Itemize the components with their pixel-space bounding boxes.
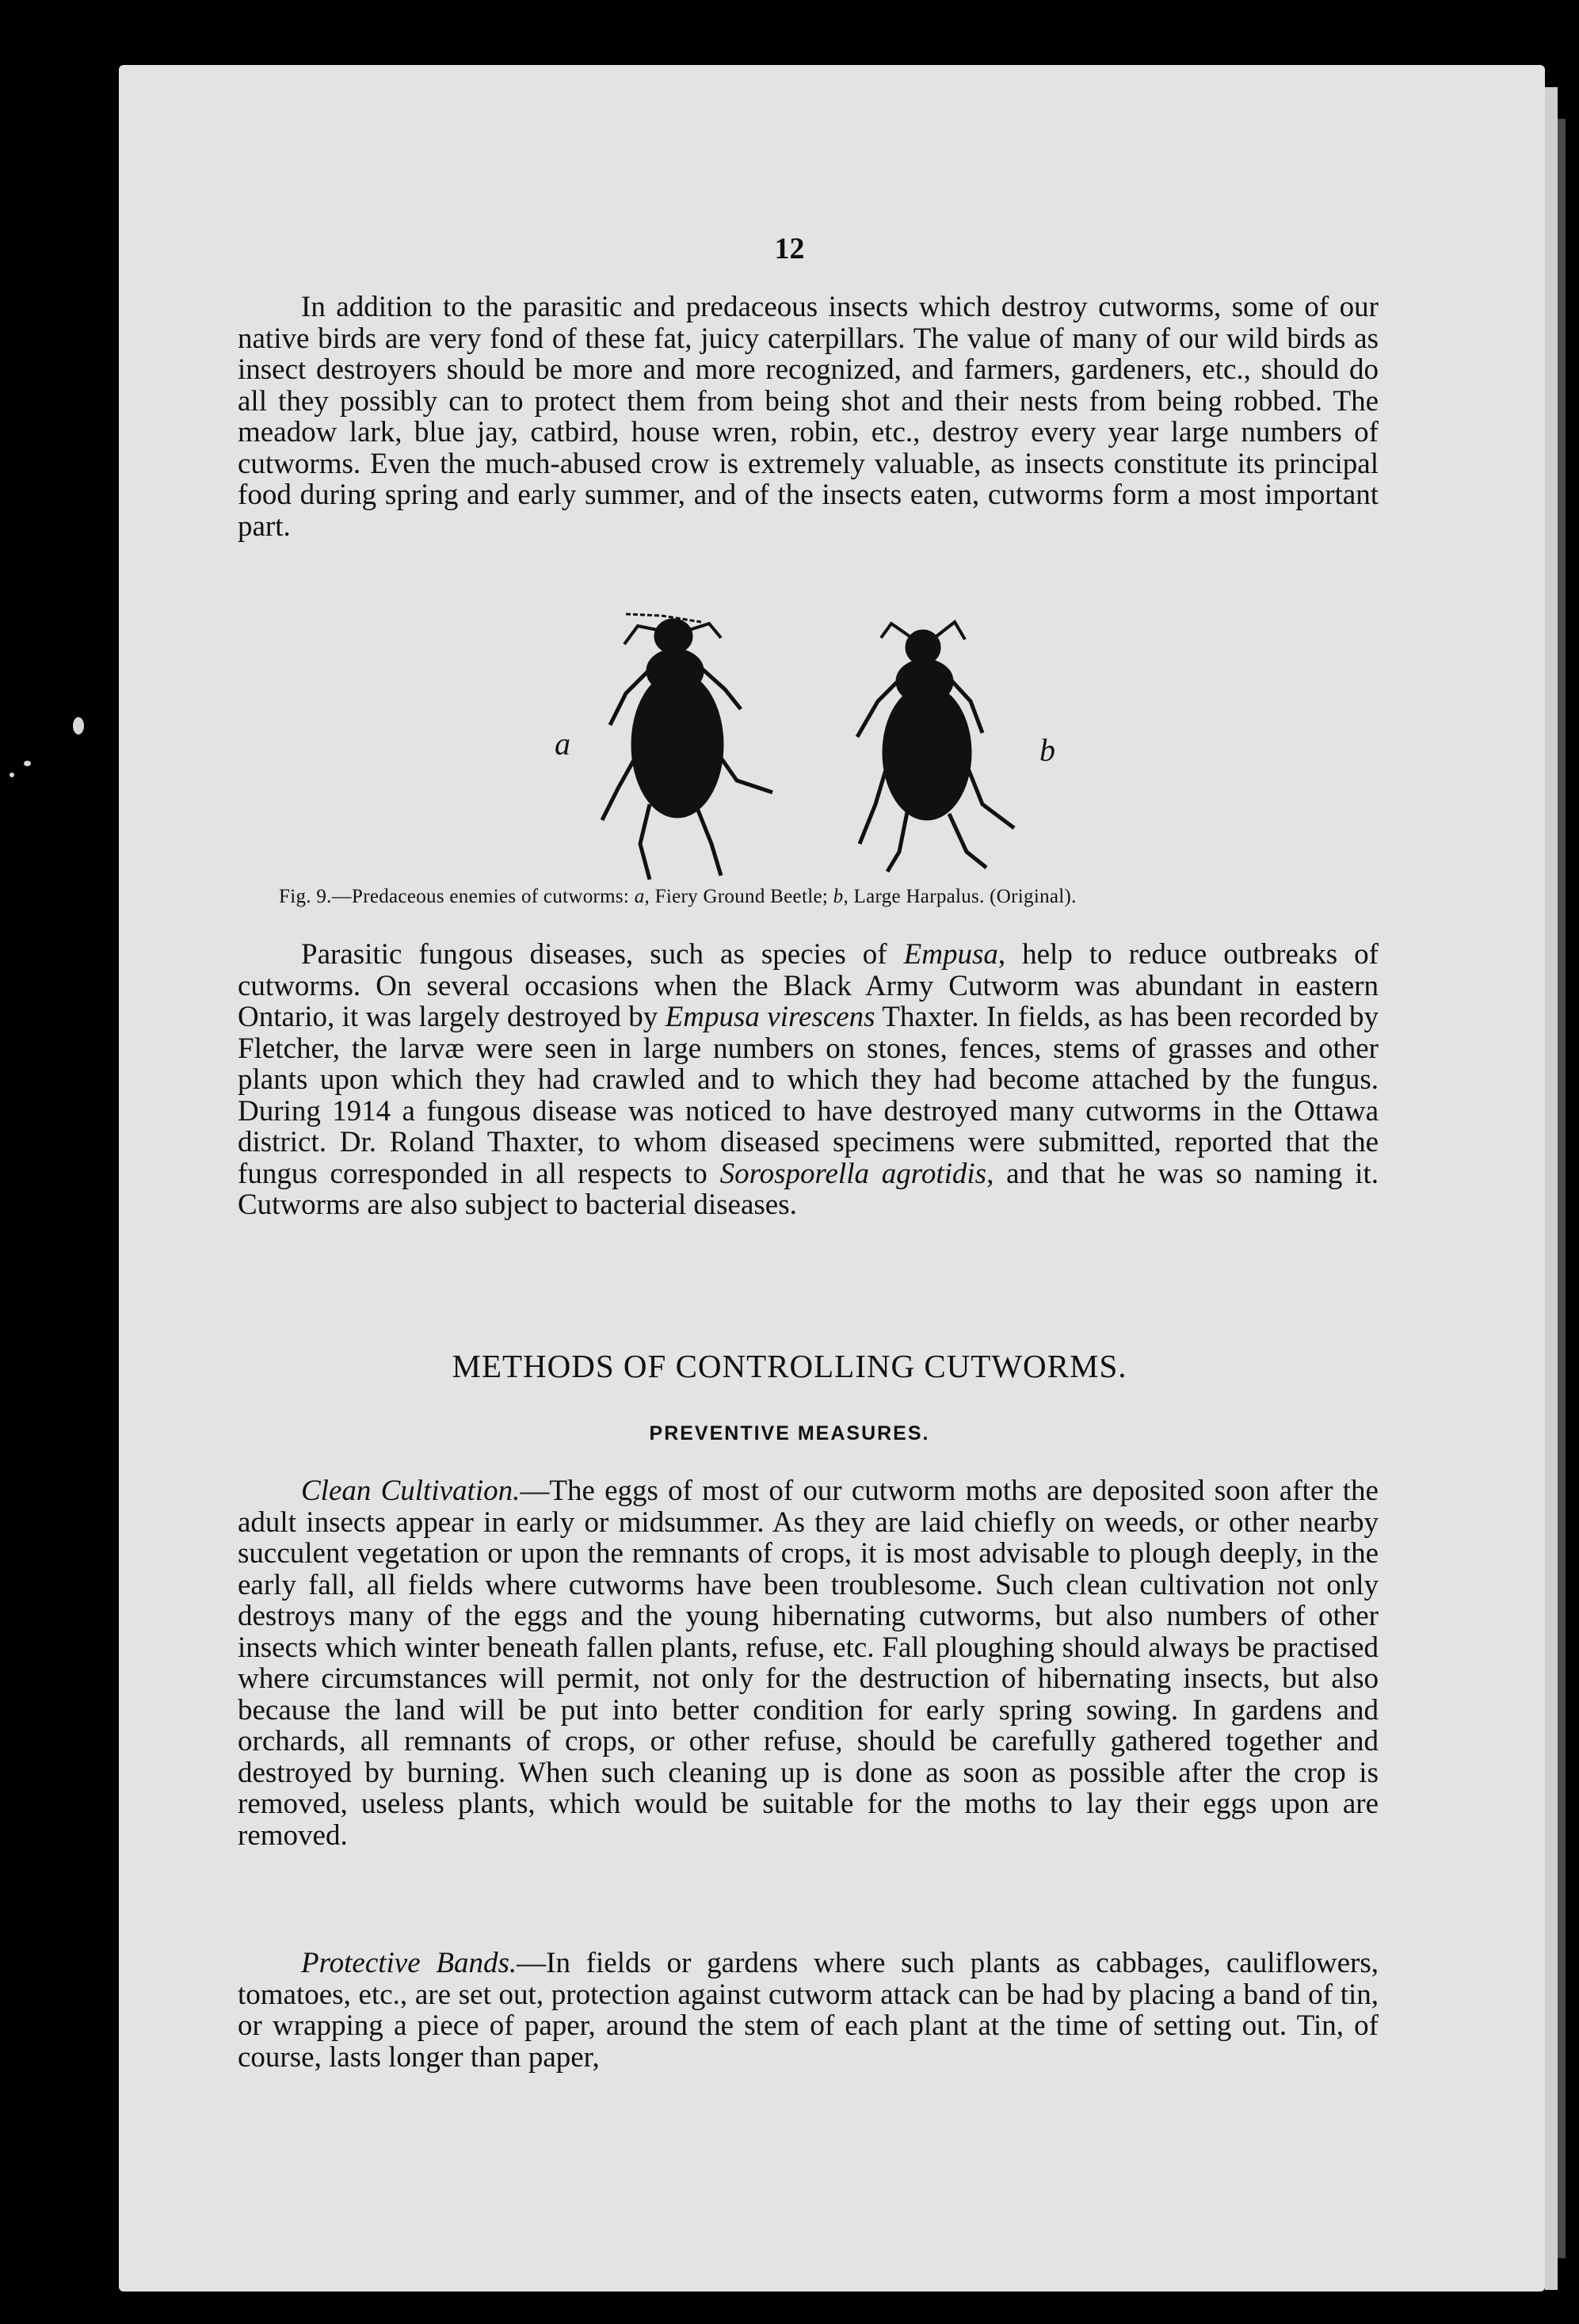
figure-label-b: b [1039, 732, 1055, 768]
scan-speck [73, 717, 84, 735]
scan-speck [10, 773, 14, 777]
page-number: 12 [774, 232, 805, 265]
figure-caption [279, 886, 1341, 908]
caption-prefix: Fig. 9.—Predaceous enemies of cutworms: [279, 886, 635, 907]
large-harpalus-icon [857, 622, 1014, 872]
fungus-text-2: , help to reduce outbreaks of cutworms. On several occasions when the Black Army Cutworm was abundant in eastern Ontario, it was largely destroyed by [238, 938, 1379, 1033]
binding-shadow [1558, 119, 1566, 2258]
fungus-text-3: Thaxter. In fields, as has been recorded by Fletcher, the larvæ were seen in large numbers on stones, fences, stems of grasses and other plants upon which they had crawled and to which they had become attached by the fungus. During 1914 a fungous disease was noticed to have destroyed many cutworms in the Ottawa district. Dr. Roland Thaxter, to whom diseased specimens were submitted, reported that the fungus corresponded in all respects to [238, 1001, 1379, 1190]
fungus-sorosporella: Sorosporella agrotidis [719, 1157, 987, 1190]
fungus-empusa: Empusa [903, 938, 998, 971]
figure-label-a: a [555, 726, 570, 761]
caption-mid: , Fiery Ground Beetle; [644, 886, 833, 907]
scan-speck [24, 761, 31, 766]
page-edge [1545, 87, 1558, 2290]
fungus-text-4: , and that he was so naming it. Cutworms are also subject to bacterial diseases. [238, 1157, 1379, 1221]
clean-cultivation-text: —The eggs of most of our cutworm moths are deposited soon after the adult insects appear in early or midsummer. As they are laid chiefly on weeds, or other nearby succulent vegetation or upon the remnants of crops, it is most advisable to plough deeply, in the early fall, all fields where cutworms have been troublesome. Such clean cultivation not only destroys many of the eggs and the young hibernating cutworms, but also numbers of other insects which winter beneath fallen plants, refuse, etc. Fall ploughing should always be practised where circumstances will permit, not only for the destruction of hibernating insects, but also because the land will be put into better condition for early spring sowing. In gardens and orchards, all remnants of crops, or other refuse, should be carefully gathered together and destroyed by burning. When such cleaning up is done as soon as possible after the crop is removed, useless plants, which would be suitable for the moths to lay their eggs upon are removed. [238, 1475, 1379, 1852]
caption-a: a [634, 886, 645, 907]
figure-beetles [555, 606, 1077, 883]
protective-bands-text: —In fields or gardens where such plants as cabbages, cauliflowers, tomatoes, etc., are set out, protection against cutworm attack can be had by placing a band of tin, or wrapping a piece of paper, around the stem of each plant at the time of setting out. Tin, of course, lasts longer than paper, [238, 1947, 1379, 2074]
caption-b: b [833, 886, 844, 907]
fungus-empusa-virescens: Empusa virescens [665, 1001, 875, 1033]
protective-bands-title: Protective Bands. [301, 1947, 517, 1979]
paragraph-fungus [238, 939, 1379, 1221]
paragraph-birds-text: In addition to the parasitic and predaceous insects which destroy cutworms, some of our native birds are very fond of these fat, juicy caterpillars. The value of many of our wild birds as insect destroyers should be more and more recognized, and farmers, gardeners, etc., should do all they possibly can to protect them from being shot and their nests from being robbed. The meadow lark, blue jay, catbird, house wren, robin, etc., destroy every year large numbers of cutworms. Even the much-abused crow is extremely valuable, as insects constitute its principal food during spring and early summer, and of the insects eaten, cutworms form a most important part. [238, 291, 1379, 543]
section-heading: METHODS OF CONTROLLING CUTWORMS. [452, 1348, 1127, 1384]
paragraph-clean-cultivation [238, 1475, 1379, 1851]
paragraph-protective-bands [238, 1948, 1379, 2073]
fiery-ground-beetle-icon [602, 614, 772, 880]
caption-suffix: , Large Harpalus. (Original). [843, 886, 1077, 907]
beetles-illustration [570, 606, 1077, 883]
paragraph-birds [238, 292, 1379, 542]
clean-cultivation-title: Clean Cultivation. [301, 1475, 521, 1507]
fungus-text-1: Parasitic fungous diseases, such as species of [301, 938, 904, 971]
subsection-heading: PREVENTIVE MEASURES. [649, 1422, 930, 1444]
